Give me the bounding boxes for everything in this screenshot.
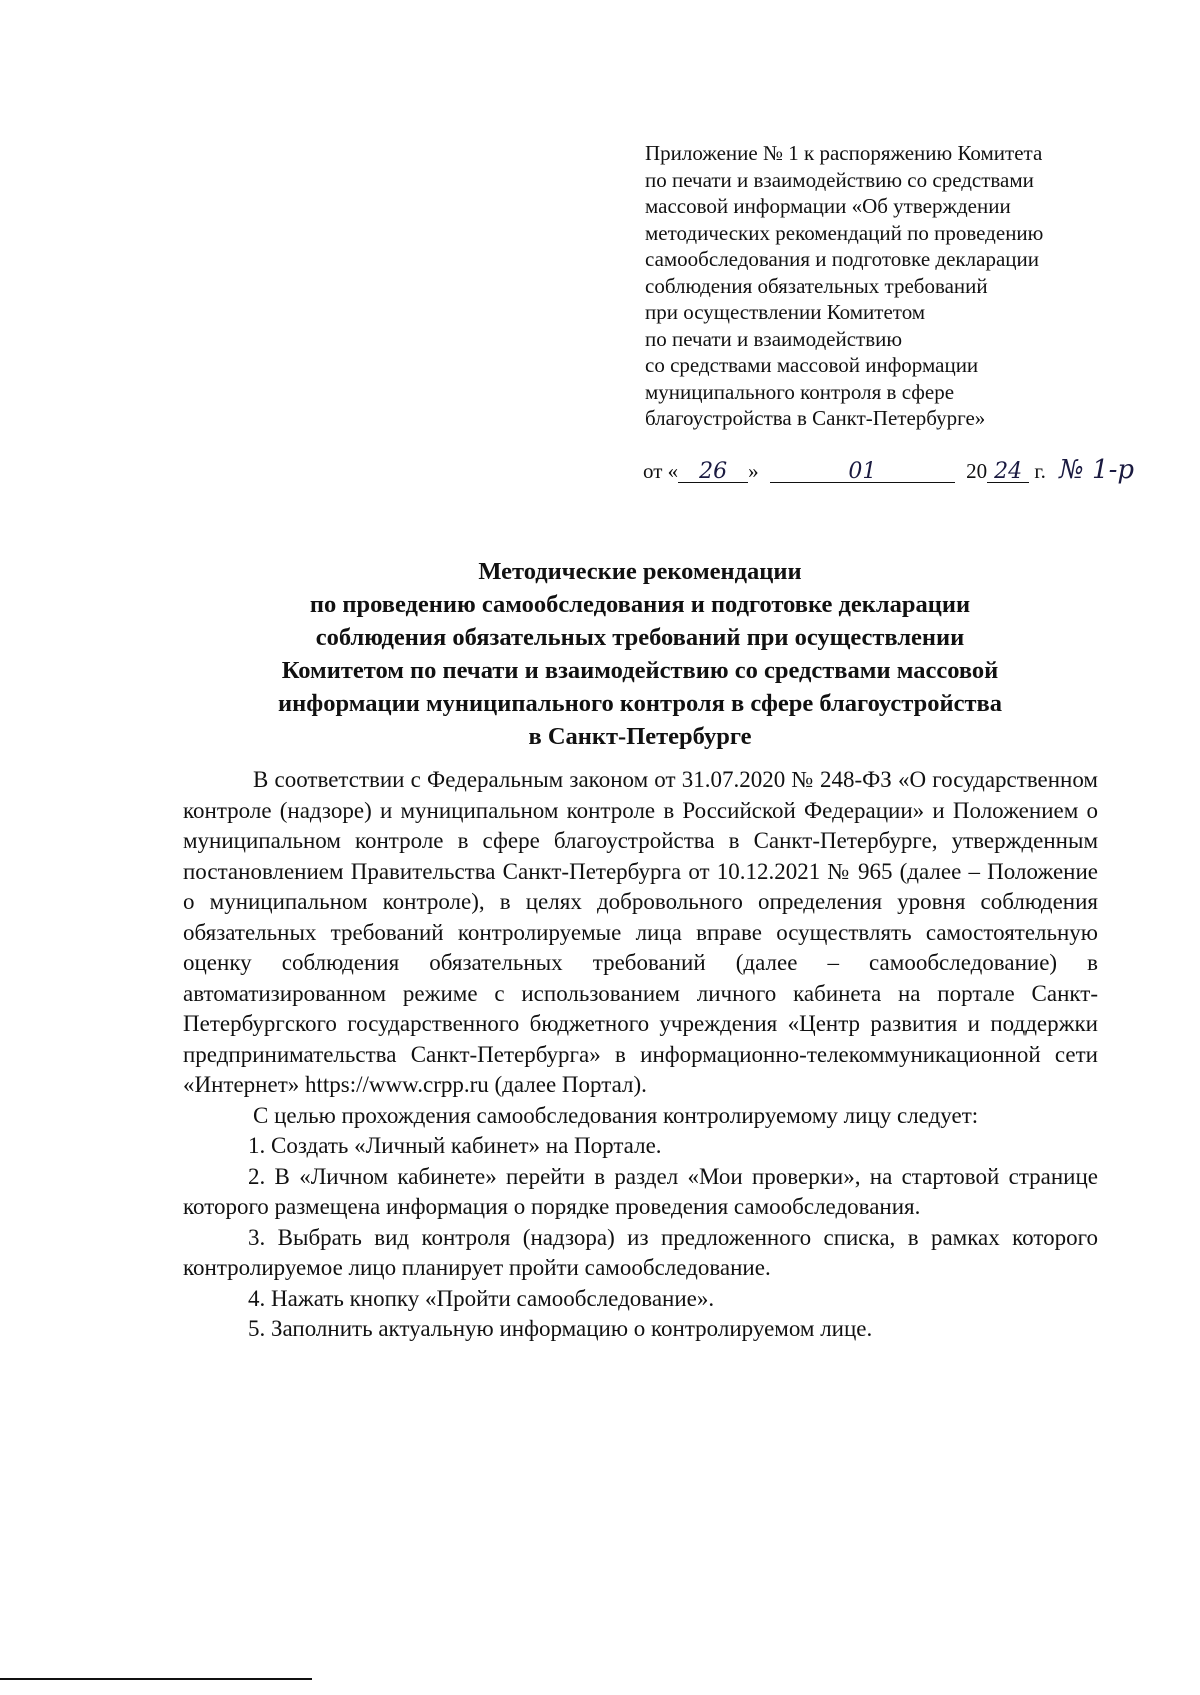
title-line: информации муниципального контроля в сфере благоустройства (278, 690, 1002, 717)
appendix-line: муниципального контроля в сфере (645, 379, 955, 404)
list-item: 1. Создать «Личный кабинет» на Портале. (248, 1133, 662, 1158)
appendix-line: при осуществлении Комитетом (645, 300, 926, 324)
date-prefix: от « (643, 459, 679, 483)
date-month: 01 (770, 462, 955, 483)
appendix-line: благоустройства в Санкт-Петербурге» (645, 406, 986, 430)
date-day: 26 (678, 462, 748, 483)
appendix-line: Приложение № 1 к распоряжению Комитета (645, 141, 1043, 165)
appendix-line: по печати и взаимодействию (645, 326, 903, 351)
order-date-line (643, 455, 1163, 485)
document-title (200, 555, 1080, 753)
list-item: 5. Заполнить актуальную информацию о контролируемом лице. (248, 1316, 873, 1341)
appendix-header (645, 140, 1125, 432)
list-item: 2. В «Личном кабинете» перейти в раздел «Мои проверки», на стартовой странице которого размещена информация о порядке проведения самообследования. (183, 1163, 1098, 1219)
appendix-line: массовой информации «Об утверждении (645, 194, 1011, 218)
appendix-line: самообследования и подготовке декларации (645, 247, 1039, 271)
body-paragraph: В соответствии с Федеральным законом от 31.07.2020 № 248-ФЗ «О государственном контроле (надзоре) и муниципальном контроле в Российской Федерации» и Положением о муниципальном контроле в сфере благоустройства в Санкт-Петербурге, утвержденным постановлением Правительства Санкт-Петербурга от 10.12.2021 № 965 (далее – Положение о муниципальном контроле), в целях добровольного определения уровня соблюдения обязательных требований контролируемые лица вправе осуществлять самостоятельную оценку соблюдения обязательных требований (далее – самообследование) в автоматизированном режиме с использованием личного кабинета на портале Санкт-Петербургского государственного бюджетного учреждения «Центр развития и поддержки предпринимательства Санкт-Петербурга» в информационно-телекоммуникационной сети «Интернет» https://www.crpp.ru (далее Портал). (183, 767, 1098, 1097)
date-year-prefix: 20 (966, 459, 988, 483)
title-line: по проведению самообследования и подготовке декларации (309, 591, 971, 618)
date-mid: » (748, 459, 759, 483)
title-line: в Санкт-Петербурге (528, 723, 752, 750)
date-year-suffix: 24 (987, 462, 1029, 483)
appendix-line: по печати и взаимодействию со средствами (645, 167, 1034, 192)
title-line: соблюдения обязательных требований при осуществлении (315, 624, 965, 651)
date-suffix: г. (1034, 459, 1046, 483)
document-body (183, 765, 1098, 1345)
footnote-divider (0, 1678, 312, 1680)
appendix-line: со средствами массовой информации (645, 353, 979, 377)
title-line: Методические рекомендации (478, 558, 802, 585)
list-item: 3. Выбрать вид контроля (надзора) из предложенного списка, в рамках которого контролируемое лицо планирует пройти самообследование. (183, 1224, 1098, 1280)
appendix-line: методических рекомендаций по проведению (645, 220, 1044, 245)
title-line: Комитетом по печати и взаимодействию со средствами массовой (281, 657, 999, 684)
appendix-line: соблюдения обязательных требований (645, 273, 988, 298)
order-number: № 1-р (1059, 455, 1134, 485)
body-paragraph: С целью прохождения самообследования контролируемому лицу следует: (253, 1102, 979, 1128)
list-item: 4. Нажать кнопку «Пройти самообследование». (248, 1285, 715, 1311)
